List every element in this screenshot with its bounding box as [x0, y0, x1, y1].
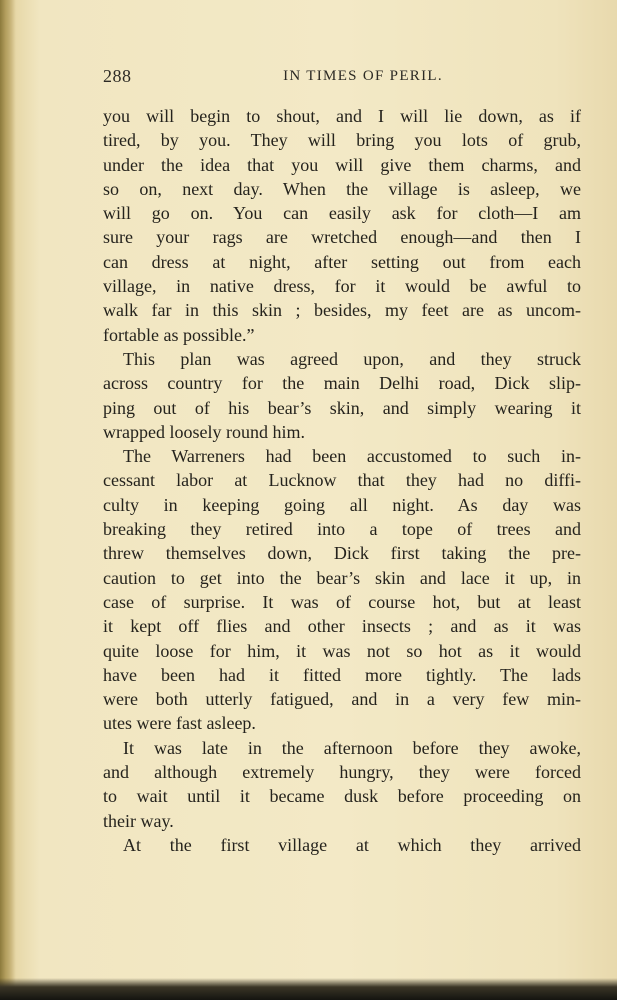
text-line: sure your rags are wretched enough—and then I: [103, 227, 581, 248]
paragraph: [103, 736, 581, 833]
text-line: and although extremely hungry, they were forced: [103, 762, 581, 783]
text-line: walk far in this skin ; besides, my feet are as uncom-: [103, 300, 581, 321]
text-line: have been had it fitted more tightly. The lads: [103, 664, 581, 685]
text-line: case of surprise. It was of course hot, but at least: [103, 591, 581, 612]
text-line: wrapped loosely round him.: [103, 421, 305, 442]
text-line: utes were fast asleep.: [103, 713, 256, 734]
paragraph: [103, 104, 581, 347]
text-line: can dress at night, after setting out from each: [103, 251, 581, 272]
paragraph: [103, 347, 581, 444]
text-line: cessant labor at Lucknow that they had no diffi-: [103, 470, 581, 491]
text-line: quite loose for him, it was not so hot as it would: [103, 640, 581, 661]
paragraph: [103, 444, 581, 736]
body-text: [103, 104, 581, 857]
text-line: At the first village at which they arrived: [123, 834, 581, 855]
text-line: threw themselves down, Dick first taking the pre-: [103, 543, 581, 564]
text-line: culty in keeping going all night. As day was: [103, 494, 581, 515]
text-line: were both utterly fatigued, and in a very few min-: [103, 689, 581, 710]
text-line: fortable as possible.”: [103, 324, 255, 345]
text-line: breaking they retired into a tope of trees and: [103, 519, 581, 540]
text-line: ping out of his bear’s skin, and simply wearing it: [103, 397, 581, 418]
text-line: you will begin to shout, and I will lie down, as if: [103, 106, 581, 126]
page-number: 288: [103, 66, 132, 86]
text-line: village, in native dress, for it would be awful to: [103, 276, 581, 297]
running-title: IN TIMES OF PERIL.: [283, 68, 443, 84]
text-line: The Warreners had been accustomed to such in-: [123, 446, 581, 467]
page-bottom-edge: [0, 978, 617, 1000]
spine-shadow: [0, 0, 16, 1000]
text-line: it kept off flies and other insects ; and as it was: [103, 616, 581, 637]
text-line: their way.: [103, 810, 174, 831]
text-line: to wait until it became dusk before proceeding on: [103, 786, 581, 807]
text-line: tired, by you. They will bring you lots of grub,: [103, 130, 581, 151]
text-line: under the idea that you will give them charms, and: [103, 154, 581, 175]
text-line: so on, next day. When the village is asleep, we: [103, 178, 581, 199]
text-line: will go on. You can easily ask for cloth—I am: [103, 203, 581, 224]
text-line: across country for the main Delhi road, Dick slip-: [103, 373, 581, 394]
running-head: [103, 66, 581, 92]
text-line: caution to get into the bear’s skin and lace it up, in: [103, 567, 581, 588]
paragraph: [103, 833, 581, 857]
text-line: This plan was agreed upon, and they struck: [123, 348, 581, 369]
text-line: It was late in the afternoon before they awoke,: [123, 737, 581, 758]
